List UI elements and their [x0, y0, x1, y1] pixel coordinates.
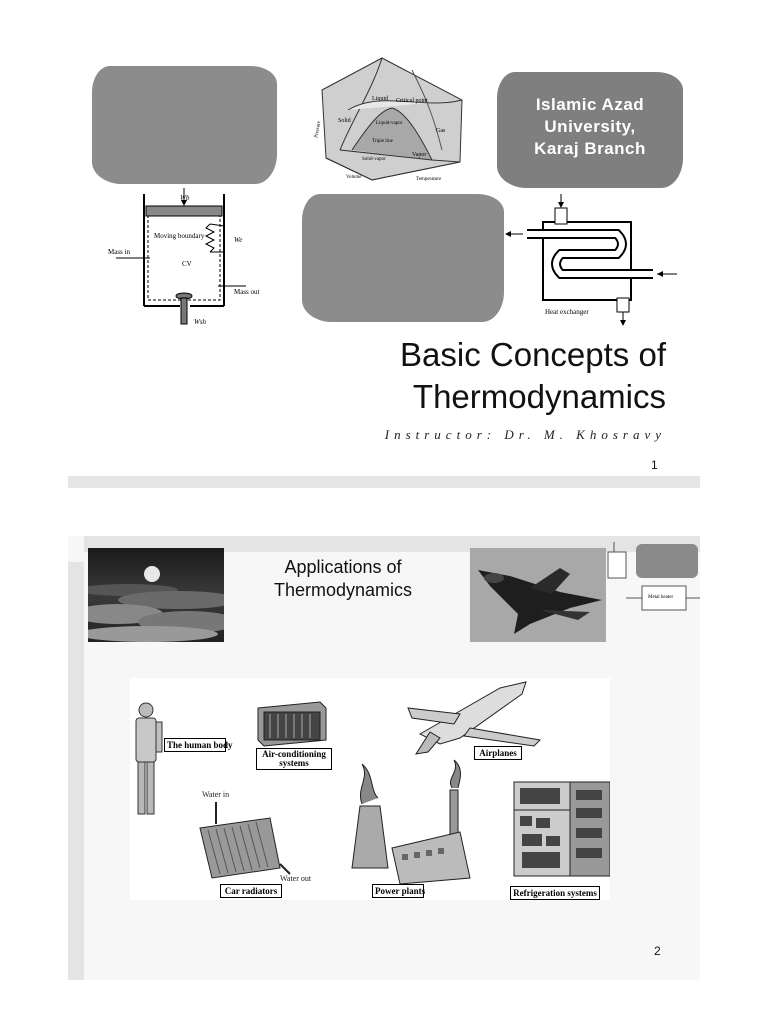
pvt-axis-pressure: Pressure: [314, 120, 323, 139]
label-water-out: Water out: [280, 874, 312, 883]
cv-label-mass-out: Mass out: [234, 288, 260, 296]
applications-illustration: [130, 678, 610, 900]
cv-label-wsh: Wsh: [194, 318, 207, 326]
label-refrigeration-systems: Refrigeration systems: [510, 886, 600, 900]
page-number-1: 1: [651, 458, 658, 472]
heat-exchanger-label: Heat exchanger: [545, 308, 589, 316]
pvt-axis-volume: Volume: [346, 175, 362, 180]
air-conditioner-figure: [258, 702, 326, 746]
space-shuttle-photo: [470, 548, 606, 642]
pvt-label-solid-vapor: Solid-vapor: [362, 157, 386, 162]
cv-label-moving-boundary: Moving boundary: [154, 232, 205, 240]
cv-label-mass-in: Mass in: [108, 248, 130, 256]
pvt-label-vapor: Vapor: [412, 152, 427, 158]
slide-separator: [68, 476, 700, 488]
human-body-figure: [136, 703, 162, 814]
slide2-left-bar: [68, 562, 84, 980]
slide2-title: Applications of Thermodynamics: [273, 557, 413, 600]
label-airplanes: Airplanes: [474, 746, 522, 760]
pvt-label-liquid: Liquid: [372, 96, 388, 102]
metal-heater-diagram: [606, 540, 700, 640]
cv-label-wb: Wb: [180, 194, 190, 202]
cv-label-we: We: [234, 236, 243, 244]
pvt-axis-temperature: Temperature: [416, 177, 442, 182]
pvt-label-liquid-vapor: Liquid-vapor: [376, 121, 403, 126]
decorative-gray-shape-left: [92, 66, 277, 184]
label-air-conditioning: Air-conditioning systems: [256, 748, 332, 770]
metal-heater-label: Metal heater: [648, 595, 674, 600]
heat-exchanger-diagram: [505, 194, 685, 328]
refrigerator-figure: [514, 782, 610, 876]
page-number-2: 2: [654, 944, 661, 958]
cv-label-cv: CV: [182, 260, 192, 268]
night-sky-photo: [88, 548, 224, 642]
slide1-title: Basic Concepts of Thermodynamics: [400, 336, 666, 415]
instructor-name: Instructor: Dr. M. Khosravy: [384, 427, 666, 442]
pvt-surface-diagram: [312, 50, 474, 186]
label-car-radiators: Car radiators: [220, 884, 282, 898]
control-volume-diagram: [106, 186, 270, 328]
pvt-label-critical-point: Critical point: [396, 98, 428, 104]
label-water-in: Water in: [202, 790, 230, 799]
airplane-figure: [408, 682, 540, 754]
decorative-gray-shape-center: [302, 194, 504, 322]
label-human-body: The human body: [164, 738, 226, 752]
pvt-label-solid: Solid: [338, 118, 351, 124]
pvt-label-triple-line: Triple line: [372, 139, 393, 144]
pvt-label-gas: Gas: [436, 128, 446, 134]
label-power-plants: Power plants: [372, 884, 424, 898]
power-plant-figure: [352, 760, 470, 884]
university-name: Islamic Azad University, Karaj Branch: [534, 95, 646, 158]
car-radiator-figure: [200, 802, 290, 878]
